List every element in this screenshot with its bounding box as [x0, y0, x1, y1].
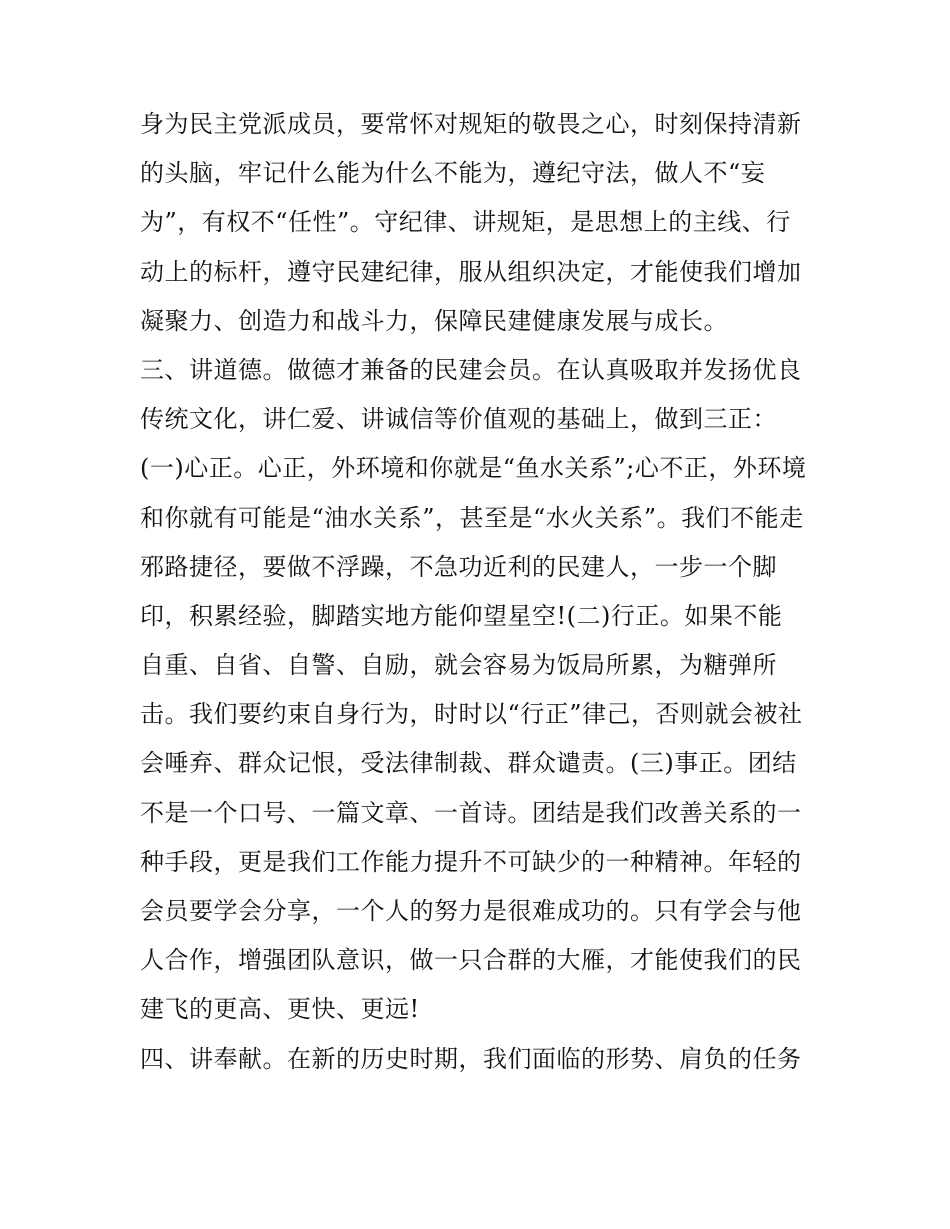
text-line: 印，积累经验，脚踏实地方能仰望星空!(二)行正。如果不能 — [140, 601, 783, 630]
text-line: 为”，有权不“任性”。守纪律、讲规矩，是思想上的主线、行 — [140, 208, 791, 237]
text-line: 不是一个口号、一篇文章、一首诗。团结是我们改善关系的一 — [140, 798, 802, 827]
text-line: 凝聚力、创造力和战斗力，保障民建健康发展与成长。 — [140, 306, 728, 335]
text-line: 自重、自省、自警、自励，就会容易为饭局所累，为糖弹所 — [140, 651, 777, 680]
text-line: 会唾弃、群众记恨，受法律制裁、群众谴责。(三)事正。团结 — [140, 749, 797, 778]
text-line: 和你就有可能是“油水关系”，甚至是“水火关系”。我们不能走 — [140, 503, 804, 532]
text-line: 种手段，更是我们工作能力提升不可缺少的一种精神。年轻的 — [140, 847, 802, 876]
text-line: 的头脑，牢记什么能为什么不能为，遵纪守法，做人不“妄 — [140, 159, 766, 188]
text-line: (一)心正。心正，外环境和你就是“鱼水关系”;心不正，外环境 — [140, 454, 807, 483]
text-line: 动上的标杆，遵守民建纪律，服从组织决定，才能使我们增加 — [140, 257, 802, 286]
text-line: 人合作，增强团队意识，做一只合群的大雁，才能使我们的民 — [140, 946, 802, 975]
text-line: 会员要学会分享，一个人的努力是很难成功的。只有学会与他 — [140, 897, 802, 925]
section-heading-line: 三、讲道德。做德才兼备的民建会员。在认真吸取并发扬优良 — [140, 355, 802, 384]
body-text — [140, 100, 820, 1084]
text-line: 击。我们要约束自身行为，时时以“行正”律己，否则就会被社 — [140, 700, 803, 729]
text-line: 邪路捷径，要做不浮躁，不急功近利的民建人，一步一个脚 — [140, 552, 777, 581]
text-line: 建飞的更高、更快、更远! — [140, 995, 420, 1024]
text-line: 传统文化，讲仁爱、讲诚信等价值观的基础上，做到三正： — [140, 405, 777, 434]
text-line: 身为民主党派成员，要常怀对规矩的敬畏之心，时刻保持清新 — [140, 110, 802, 138]
section-heading-line: 四、讲奉献。在新的历史时期，我们面临的形势、肩负的任务 — [140, 1044, 802, 1073]
